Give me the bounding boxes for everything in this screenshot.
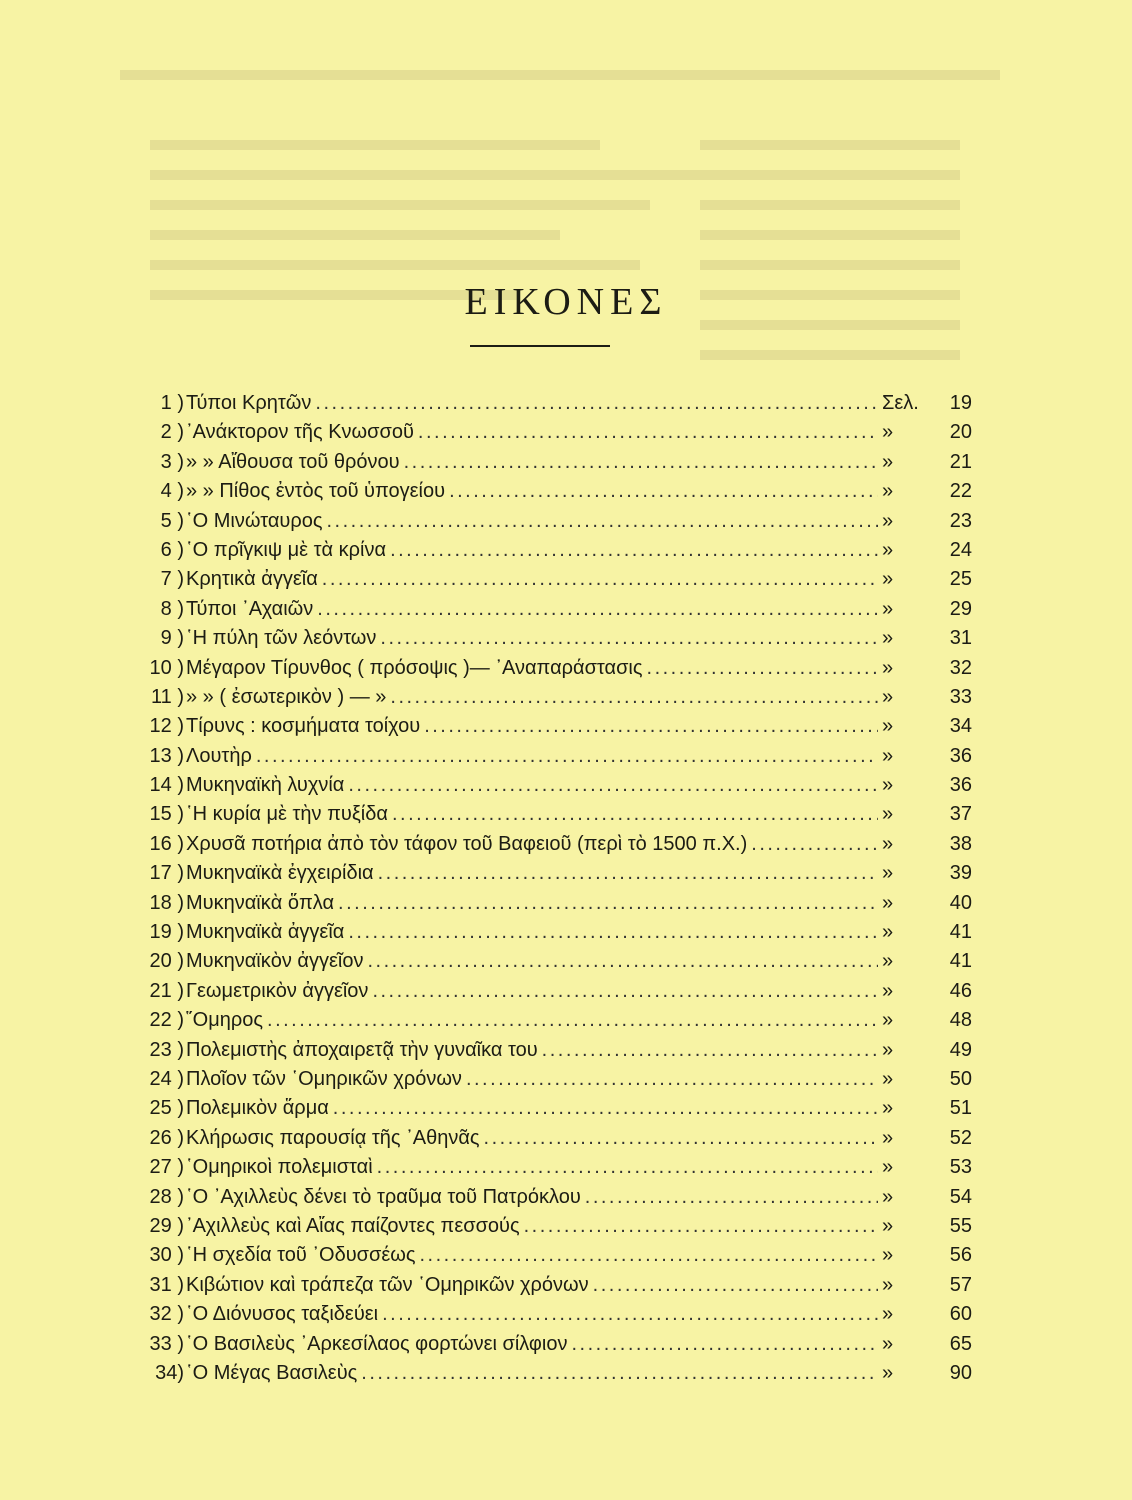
entry-page-mark: » [882, 921, 894, 944]
entry-title: Κλήρωσις παρουσίᾳ τῆς ᾿Αθηνᾶς [186, 1126, 480, 1149]
list-item [122, 1362, 972, 1391]
entry-number: 6 ) [160, 538, 184, 561]
entry-page-mark: » [882, 950, 894, 973]
entry-number: 7 ) [160, 568, 184, 591]
entry-number: 1 ) [160, 392, 184, 414]
entry-number: 2 ) [160, 421, 184, 444]
figure-list [122, 392, 972, 1391]
entry-page-number: 48 [949, 1009, 972, 1032]
entry-number: 28 ) [149, 1185, 184, 1208]
entry-title: Πλοῖον τῶν ῾Ομηρικῶν χρόνων [186, 1067, 462, 1090]
entry-number: 9 ) [160, 627, 184, 650]
entry-page-mark: » [882, 656, 894, 679]
dot-leader [333, 1097, 878, 1120]
entry-page-number: 52 [949, 1126, 972, 1149]
list-item [122, 774, 972, 803]
entry-title: Τίρυνς : κοσμήματα τοίχου [186, 715, 421, 738]
entry-page-mark: » [882, 1038, 894, 1061]
entry-number: 21 ) [149, 979, 184, 1002]
entry-title: ᾿Ανάκτορον τῆς Κνωσσοῦ [186, 421, 414, 444]
entry-page-number: 51 [949, 1097, 972, 1120]
entry-page-number: 37 [949, 803, 972, 826]
entry-title: ῾Ο Διόνυσος ταξιδεύει [186, 1303, 379, 1326]
dot-leader [390, 539, 878, 562]
entry-page-mark: » [882, 1214, 894, 1237]
entry-page-number: 57 [949, 1273, 972, 1296]
entry-title: Μυκηναϊκὰ ἐγχειρίδια [186, 862, 374, 885]
entry-title: ῾Ο Μέγας Βασιλεὺς [186, 1361, 358, 1384]
list-item [122, 833, 972, 862]
entry-page-number: 60 [949, 1303, 972, 1326]
dot-leader [378, 862, 878, 885]
entry-page-mark: » [882, 1156, 894, 1179]
list-item [122, 686, 972, 715]
entry-title: ῾Ο πρῖγκιψ μὲ τὰ κρίνα [186, 538, 387, 561]
list-item [122, 1068, 972, 1097]
entry-title: ῾Ο ᾿Αχιλλεὺς δένει τὸ τραῦμα τοῦ Πατρόκλου [186, 1185, 581, 1208]
dot-leader [392, 803, 878, 826]
entry-title: ῞Ομηρος [186, 1009, 264, 1032]
dot-leader [484, 1127, 878, 1150]
dot-leader [524, 1215, 878, 1238]
entry-number: 33 ) [149, 1332, 184, 1355]
entry-title: ῾Ο Βασιλεὺς ᾿Αρκεσίλαος φορτώνει σίλφιον [186, 1332, 568, 1355]
entry-page-mark: » [882, 862, 894, 885]
entry-page-number: 33 [949, 685, 972, 708]
list-item [122, 862, 972, 891]
dot-leader [593, 1274, 878, 1297]
list-item [122, 1244, 972, 1273]
entry-page-mark: » [882, 568, 894, 591]
entry-number: 10 ) [149, 656, 184, 679]
dot-leader [361, 1362, 878, 1385]
entry-number: 19 ) [149, 921, 184, 944]
entry-page-number: 21 [949, 450, 972, 473]
dot-leader [315, 392, 878, 415]
entry-page-number: 32 [949, 656, 972, 679]
entry-page-number: 22 [949, 480, 972, 503]
dot-leader [418, 421, 878, 444]
list-item [122, 1097, 972, 1126]
entry-page-mark: » [882, 1244, 894, 1267]
entry-page-number: 65 [949, 1332, 972, 1355]
entry-page-mark: » [882, 685, 894, 708]
entry-page-number: 41 [949, 950, 972, 973]
entry-page-mark: » [882, 597, 894, 620]
dot-leader [382, 1303, 878, 1326]
entry-page-mark: » [882, 744, 894, 767]
entry-title: ῾Η πύλη τῶν λεόντων [186, 627, 377, 650]
list-item [122, 921, 972, 950]
entry-number: 29 ) [149, 1214, 184, 1237]
entry-page-number: 23 [949, 509, 972, 532]
entry-page-mark: » [882, 832, 894, 855]
entry-number: 31 ) [149, 1273, 184, 1296]
entry-page-mark: » [882, 715, 894, 738]
entry-page-number: 41 [949, 921, 972, 944]
entry-page-mark: » [882, 1067, 894, 1090]
entry-title: Γεωμετρικὸν ἀγγεῖον [186, 979, 369, 1002]
entry-page-mark: » [882, 1303, 894, 1326]
list-item [122, 598, 972, 627]
entry-number: 23 ) [149, 1038, 184, 1061]
dot-leader [338, 892, 878, 915]
dot-leader [367, 950, 878, 973]
entry-title: ᾿Αχιλλεὺς καὶ Αἴας παίζοντες πεσσούς [186, 1214, 520, 1237]
dot-leader [466, 1068, 878, 1091]
dot-leader [348, 921, 878, 944]
entry-title: Τύποι Κρητῶν [186, 392, 312, 414]
entry-number: 25 ) [149, 1097, 184, 1120]
entry-page-mark: Σελ. [882, 392, 919, 414]
entry-page-mark: » [882, 421, 894, 444]
dot-leader [326, 510, 878, 533]
list-item [122, 980, 972, 1009]
dot-leader [647, 657, 878, 680]
entry-number: 12 ) [149, 715, 184, 738]
entry-number: 4 ) [160, 480, 184, 503]
dot-leader [542, 1039, 878, 1062]
entry-page-number: 34 [949, 715, 972, 738]
entry-number: 17 ) [149, 862, 184, 885]
dot-leader [317, 598, 878, 621]
entry-page-mark: » [882, 803, 894, 826]
entry-page-number: 54 [949, 1185, 972, 1208]
entry-page-number: 40 [949, 891, 972, 914]
entry-page-number: 25 [949, 568, 972, 591]
entry-page-number: 24 [949, 538, 972, 561]
entry-number: 13 ) [149, 744, 184, 767]
entry-number: 15 ) [149, 803, 184, 826]
list-item [122, 745, 972, 774]
dot-leader [751, 833, 878, 856]
entry-number: 22 ) [149, 1009, 184, 1032]
entry-number: 5 ) [160, 509, 184, 532]
entry-title: Μυκηναϊκὴ λυχνία [186, 774, 345, 797]
entry-page-number: 50 [949, 1067, 972, 1090]
entry-number: 3 ) [160, 450, 184, 473]
entry-page-mark: » [882, 979, 894, 1002]
list-item [122, 1215, 972, 1244]
entry-page-mark: » [882, 774, 894, 797]
entry-number: 34) [155, 1361, 184, 1384]
entry-page-mark: » [882, 450, 894, 473]
page-title: ΕΙΚΟΝΕΣ [464, 281, 668, 323]
entry-title: ῾Ο Μινώταυρος [186, 509, 323, 532]
list-item [122, 1274, 972, 1303]
list-item [122, 568, 972, 597]
dot-leader [372, 980, 878, 1003]
dot-leader [585, 1186, 878, 1209]
entry-page-number: 36 [949, 774, 972, 797]
list-item [122, 1039, 972, 1068]
entry-number: 32 ) [149, 1303, 184, 1326]
dot-leader [377, 1156, 878, 1179]
entry-number: 16 ) [149, 832, 184, 855]
entry-title: Τύποι ᾿Αχαιῶν [186, 597, 314, 620]
entry-title: » » Αἴθουσα τοῦ θρόνου [186, 450, 400, 473]
entry-page-number: 39 [949, 862, 972, 885]
entry-page-mark: » [882, 1273, 894, 1296]
title-underline [470, 345, 610, 347]
entry-title: ῾Η σχεδία τοῦ ᾿Οδυσσέως [186, 1244, 416, 1267]
list-item [122, 1333, 972, 1362]
entry-page-mark: » [882, 627, 894, 650]
list-item [122, 1009, 972, 1038]
dot-leader [449, 480, 878, 503]
entry-title: Μυκηναϊκὸν ἀγγεῖον [186, 950, 364, 973]
entry-number: 18 ) [149, 891, 184, 914]
entry-page-mark: » [882, 509, 894, 532]
entry-number: 11 ) [151, 685, 184, 708]
entry-title: » » Πίθος ἐντὸς τοῦ ὑπογείου [186, 480, 446, 503]
entry-page-mark: » [882, 1332, 894, 1355]
entry-title: Μυκηναϊκὰ ἀγγεῖα [186, 921, 345, 944]
entry-page-number: 90 [949, 1361, 972, 1384]
entry-title: ῾Ομηρικοὶ πολεμισταὶ [186, 1156, 373, 1179]
list-item [122, 539, 972, 568]
dot-leader [390, 686, 878, 709]
entry-page-mark: » [882, 891, 894, 914]
entry-page-number: 38 [949, 832, 972, 855]
dot-leader [256, 745, 878, 768]
entry-page-number: 19 [949, 392, 972, 414]
entry-page-number: 53 [949, 1156, 972, 1179]
list-item [122, 1186, 972, 1215]
list-item [122, 1127, 972, 1156]
entry-title: Πολεμιστὴς ἀποχαιρετᾷ τὴν γυναῖκα του [186, 1038, 538, 1061]
entry-title: Λουτὴρ [186, 744, 252, 767]
dot-leader [404, 451, 878, 474]
entry-page-number: 49 [949, 1038, 972, 1061]
entry-page-mark: » [882, 1361, 894, 1384]
entry-title: ῾Η κυρία μὲ τὴν πυξίδα [186, 803, 388, 826]
list-item [122, 451, 972, 480]
entry-page-number: 36 [949, 744, 972, 767]
list-item [122, 627, 972, 656]
dot-leader [267, 1009, 878, 1032]
entry-title: » » ( ἐσωτερικὸν ) — » [186, 685, 387, 708]
list-item [122, 1156, 972, 1185]
entry-title: Κρητικὰ ἀγγεῖα [186, 568, 318, 591]
entry-page-mark: » [882, 1185, 894, 1208]
list-item [122, 510, 972, 539]
entry-number: 26 ) [149, 1126, 184, 1149]
entry-page-number: 20 [949, 421, 972, 444]
entry-page-mark: » [882, 538, 894, 561]
entry-number: 27 ) [149, 1156, 184, 1179]
dot-leader [571, 1333, 878, 1356]
dot-leader [380, 627, 878, 650]
entry-title: Κιβώτιον καὶ τράπεζα τῶν ῾Ομηρικῶν χρόνων [186, 1273, 589, 1296]
list-item [122, 950, 972, 979]
entry-page-mark: » [882, 1009, 894, 1032]
entry-page-mark: » [882, 480, 894, 503]
list-item [122, 657, 972, 686]
list-item [122, 892, 972, 921]
entry-page-mark: » [882, 1126, 894, 1149]
entry-page-number: 55 [949, 1214, 972, 1237]
entry-number: 8 ) [160, 597, 184, 620]
entry-title: Χρυσᾶ ποτήρια ἀπὸ τὸν τάφον τοῦ Βαφειοῦ (περὶ τὸ 1500 π.Χ.) [186, 832, 748, 855]
dot-leader [424, 715, 878, 738]
entry-title: Μυκηναϊκὰ ὅπλα [186, 891, 335, 914]
entry-number: 20 ) [149, 950, 184, 973]
list-item [122, 1303, 972, 1332]
dot-leader [322, 568, 878, 591]
entry-page-mark: » [882, 1097, 894, 1120]
entry-page-number: 31 [949, 627, 972, 650]
list-item [122, 803, 972, 832]
entry-number: 24 ) [149, 1067, 184, 1090]
entry-number: 14 ) [149, 774, 184, 797]
entry-title: Μέγαρον Τίρυνθος ( πρόσοψις )— ᾿Αναπαράστασις [186, 656, 643, 679]
entry-number: 30 ) [149, 1244, 184, 1267]
entry-page-number: 46 [949, 979, 972, 1002]
list-item [122, 715, 972, 744]
entry-title: Πολεμικὸν ἅρμα [186, 1097, 329, 1120]
dot-leader [420, 1244, 879, 1267]
list-item [122, 421, 972, 450]
list-item [122, 392, 972, 421]
entry-page-number: 56 [949, 1244, 972, 1267]
dot-leader [348, 774, 878, 797]
entry-page-number: 29 [949, 597, 972, 620]
list-item [122, 480, 972, 509]
